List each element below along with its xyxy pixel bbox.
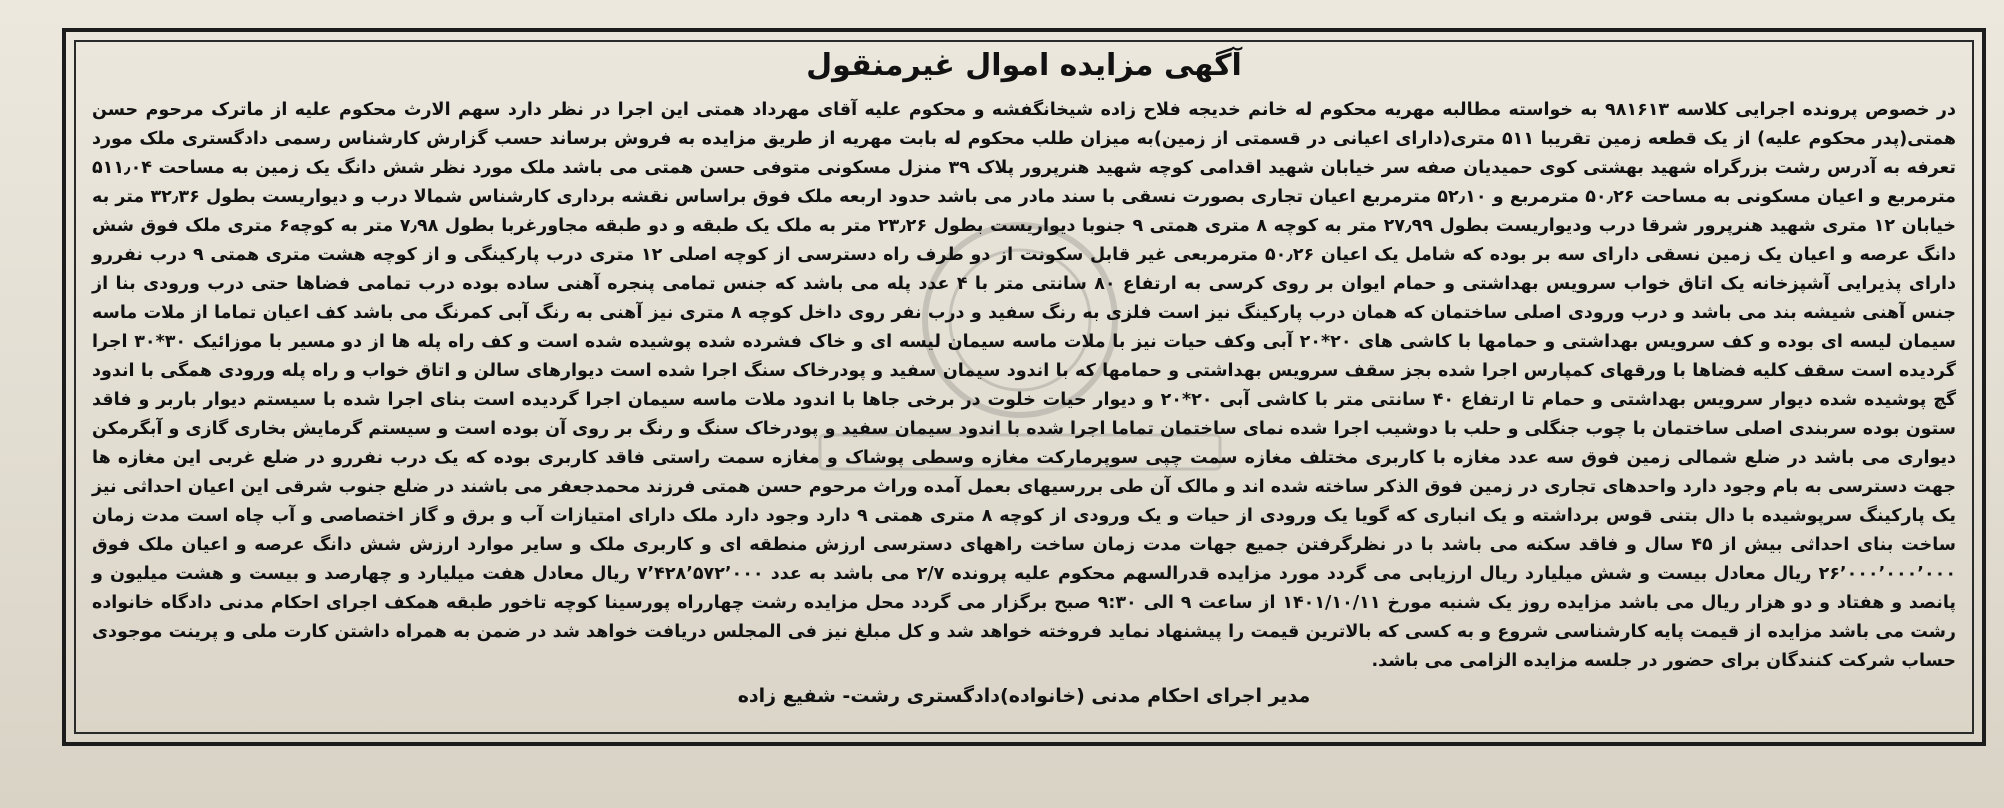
notice-body: در خصوص پرونده اجرایی کلاسه ۹۸۱۶۱۳ به خواسته مطالبه مهریه محکوم له خانم خدیجه فلاح زاده شیخانگفشه و محکوم علیه آقای مهرداد همتی این اجرا در نظر دارد سهم الارث محکوم علیه از ماترک مرحوم حسن همتی(پدر محکوم علیه) از یک قطعه زمین تقریبا ۵۱۱ متری(دارای اعیانی در قسمتی از زمین)به میزان طلب محکوم له بابت مهریه از طریق مزایده به فروش برساند حسب گزارش کارشناس رسمی دادگستری ملک مورد تعرفه به آدرس رشت بزرگراه شهید بهشتی کوی حمیدیان صفه سر خیابان شهید اقدامی کوچه شهید هنرپرور پلاک ۳۹ منزل مسکونی متوفی حسن همتی می باشد ملک مورد نظر شش دانگ یک زمین به مساحت ۵۱۱٫۰۴ مترمربع و اعیان مسکونی به مساحت ۵۰٫۲۶ مترمربع و ۵۲٫۱۰ مترمربع اعیان تجاری بصورت نسقی با سند مادر می باشد حدود اربعه ملک فوق براساس نقشه برداری کارشناس شمالا درب و دیواریست بطول ۳۲٫۳۶ متر به خیابان ۱۲ متری شهید هنرپرور شرقا درب ودیواریست بطول ۲۷٫۹۹ متر به کوچه ۸ متری همتی ۹ جنوبا دیواریست بطول ۲۳٫۲۶ متر به ملک یک طبقه و دو طبقه مجاورغربا بطول ۷٫۹۸ متر به کوچه۶ متری ملک فوق شش دانگ عرصه و اعیان یک زمین نسقی دارای سه بر بوده که شامل یک اعیان ۵۰٫۲۶ مترمربعی غیر قابل سکونت از دو طرف راه دسترسی از کوچه اصلی ۱۲ متری درب پارکینگی و از کوچه هشت متری همتی ۹ درب نفررو دارای پذیرایی آشپزخانه یک اتاق خواب سرویس بهداشتی و حمام ایوان بر روی کرسی به ارتفاع ۸۰ سانتی متر با ۴ عدد پله می باشد که جنس تمامی پنجره آهنی ساده بوده درب تمامی فضاها حتی درب ورودی بنا از جنس آهنی شیشه بند می باشد و درب ورودی اصلی ساختمان که همان درب پارکینگ نیز است فلزی به رنگ سفید و درب نفر روی داخل کوچه ۸ متری نیز آهنی به رنگ آبی کمرنگ می باشد کف اعیان تماما از ملات ماسه سیمان لیسه ای بوده و کف سرویس بهداشتی و حمامها با کاشی های ۲۰*۲۰ آبی وکف حیات نیز با ملات ماسه سیمان لیسه ای و خاک فشرده شده پوشیده شده است و کف راه پله ها از دو مسیر با موزائیک ۳۰*۳۰ اجرا گردیده است سقف کلیه فضاها با ورقهای کمپارس اجرا شده بجز سقف سرویس بهداشتی و حمامها که با اندود سیمان سفید و پودرخاک سنگ اجرا شده است دیوارهای سالن و اتاق خواب و راه پله ورودی همگی با اندود گچ پوشیده شده دیوار سرویس بهداشتی و حمام تا ارتفاع ۴۰ سانتی متر با کاشی آبی ۲۰*۲۰ و دیوار حیات خلوت در برخی جاها با اندود ملات ماسه سیمان اجرا گردیده است بنای اجرا شده با سیستم دیوار باربر و فاقد ستون بوده سربندی اصلی ساختمان با چوب جنگلی و حلب با دوشیب اجرا شده نمای ساختمان تماما اجرا شده با اندود سیمان سفید و پودرخاک سنگ و رنگ بر روی آن بوده است و سیستم گرمایش بخاری گازی و آبگرمکن دیواری می باشد در ضلع شمالی زمین فوق سه عدد مغازه با کاربری مختلف مغازه سمت چپی سوپرمارکت مغازه وسطی پوشاک و مغازه سمت راستی فاقد کاربری بوده که یک درب نفررو در ضلع غربی این مغازه ها جهت دسترسی به بام وجود دارد واحدهای تجاری در زمین فوق الذکر ساخته شده اند و مالک آن طی بررسیهای بعمل آمده وراث مرحوم حسن همتی فرزند محمدجعفر می باشند در ضلع جنوب شرقی این اعیان احداثی نیز یک پارکینگ سرپوشیده با دال بتنی قوس برداشته و یک انباری که گویا یک ورودی از حیات و یک ورودی از کوچه ۸ متری همتی ۹ دارد وجود دارد ملک دارای امتیازات آب و برق و گاز اختصاصی و آب چاه است مدت زمان ساخت بنای احداثی بیش از ۴۵ سال و فاقد سکنه می باشد با در نظرگرفتن جمیع جهات مدت زمان ساخت راههای دسترسی ارزش منطقه ای و کاربری ملک و سایر موارد ارزش شش دانگ عرصه و اعیان ملک فوق ۲۶٬۰۰۰٬۰۰۰٬۰۰۰ ریال معادل بیست و شش میلیارد ریال ارزیابی می گردد مورد مزایده قدرالسهم محکوم علیه پرونده ۲/۷ می باشد به عدد ۷٬۴۲۸٬۵۷۲٬۰۰۰ ریال معادل هفت میلیارد و چهارصد و بیست و هشت میلیون و پانصد و هفتاد و دو هزار ریال می باشد مزایده روز یک شنبه مورخ ۱۴۰۱/۱۰/۱۱ از ساعت ۹ الی ۹:۳۰ صبح برگزار می گردد محل مزایده رشت چهارراه پورسینا کوچه تاخور طبقه همکف اجرای احکام مدنی دادگاه خانواده رشت می باشد مزایده از قیمت پایه کارشناسی شروع و به کسی که بالاترین قیمت را پیشنهاد نماید فروخته خواهد شد و کل مبلغ نیز فی المجلس دریافت خواهد شد در ضمن به همراه داشتن کارت ملی و پرینت موجودی حساب شرکت کنندگان برای حضور در جلسه مزایده الزامی می باشد. — [92, 100, 1957, 671]
notice-content — [92, 44, 1956, 728]
notice-signature: مدیر اجرای احکام مدنی (خانواده)دادگستری رشت- شفیع زاده — [737, 685, 1311, 707]
notice-title: آگهی مزایده اموال غیرمنقول — [806, 48, 1242, 83]
